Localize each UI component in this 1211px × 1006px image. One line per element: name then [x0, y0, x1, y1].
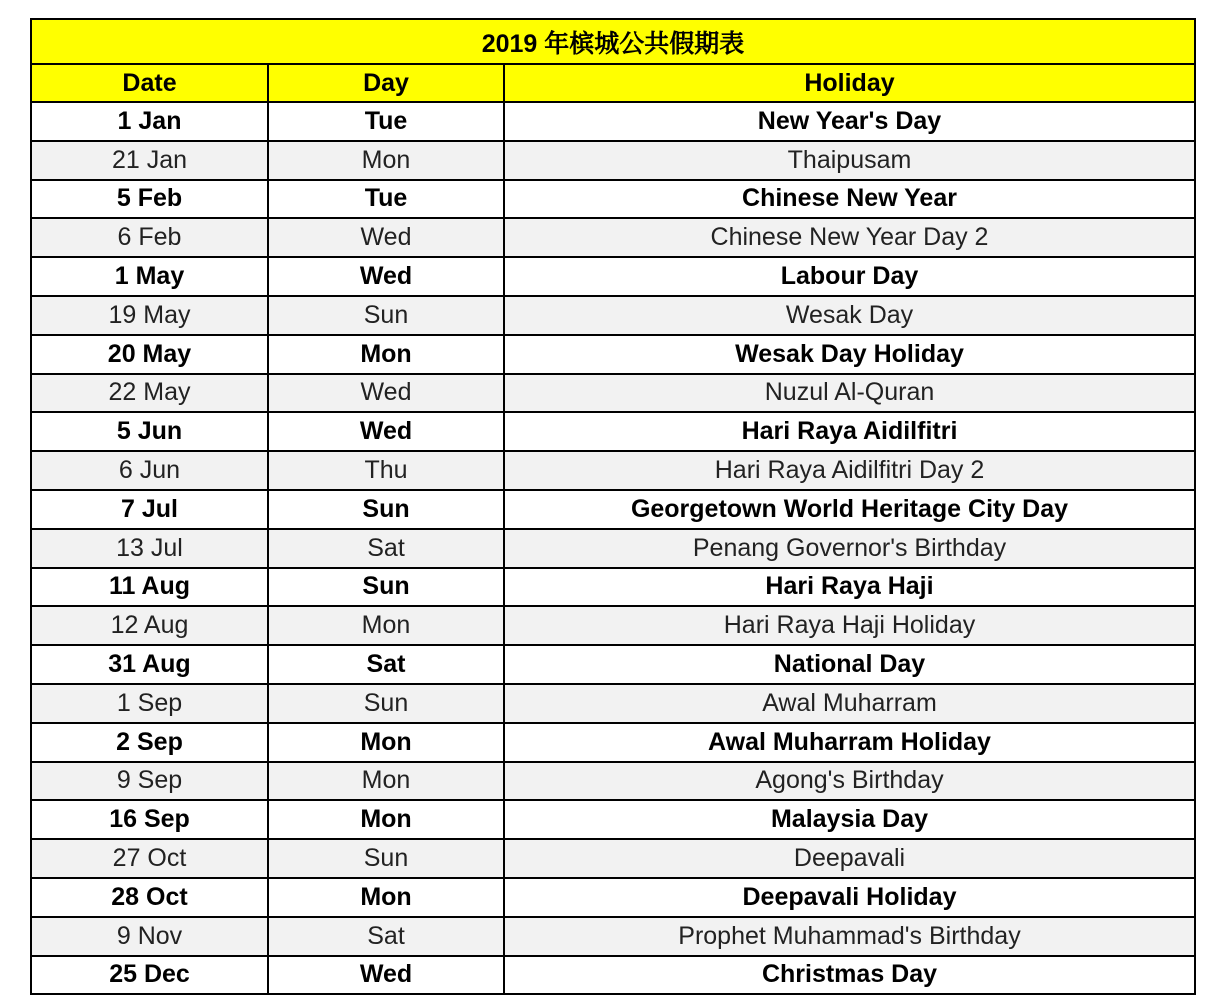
holiday-cell: Thaipusam — [504, 141, 1195, 180]
holiday-cell: Wesak Day — [504, 296, 1195, 335]
table-row — [31, 645, 1195, 684]
date-cell: 2 Sep — [31, 723, 268, 762]
holiday-cell: Chinese New Year Day 2 — [504, 218, 1195, 257]
header-day: Day — [268, 64, 504, 102]
date-cell: 9 Nov — [31, 917, 268, 956]
table-row — [31, 102, 1195, 141]
day-cell: Sun — [268, 490, 504, 529]
holiday-cell: Awal Muharram Holiday — [504, 723, 1195, 762]
date-cell: 6 Feb — [31, 218, 268, 257]
day-cell: Tue — [268, 180, 504, 219]
table-body — [31, 102, 1195, 994]
date-cell: 11 Aug — [31, 568, 268, 607]
header-row — [31, 64, 1195, 102]
table-row — [31, 180, 1195, 219]
date-cell: 19 May — [31, 296, 268, 335]
table-row — [31, 412, 1195, 451]
holiday-cell: Hari Raya Aidilfitri — [504, 412, 1195, 451]
table-row — [31, 762, 1195, 801]
holiday-cell: Agong's Birthday — [504, 762, 1195, 801]
date-cell: 5 Jun — [31, 412, 268, 451]
day-cell: Wed — [268, 956, 504, 995]
table-row — [31, 141, 1195, 180]
holiday-cell: Penang Governor's Birthday — [504, 529, 1195, 568]
date-cell: 31 Aug — [31, 645, 268, 684]
table-row — [31, 451, 1195, 490]
holiday-cell: Deepavali — [504, 839, 1195, 878]
day-cell: Wed — [268, 374, 504, 413]
date-cell: 7 Jul — [31, 490, 268, 529]
holiday-cell: Georgetown World Heritage City Day — [504, 490, 1195, 529]
date-cell: 6 Jun — [31, 451, 268, 490]
holiday-cell: Hari Raya Haji Holiday — [504, 606, 1195, 645]
day-cell: Sun — [268, 839, 504, 878]
date-cell: 16 Sep — [31, 800, 268, 839]
date-cell: 1 Sep — [31, 684, 268, 723]
table-row — [31, 568, 1195, 607]
holiday-table — [30, 18, 1196, 995]
day-cell: Mon — [268, 800, 504, 839]
table-row — [31, 296, 1195, 335]
table-row — [31, 529, 1195, 568]
header-date: Date — [31, 64, 268, 102]
date-cell: 21 Jan — [31, 141, 268, 180]
table-row — [31, 335, 1195, 374]
holiday-cell: Awal Muharram — [504, 684, 1195, 723]
table-title: 2019 年槟城公共假期表 — [31, 19, 1195, 64]
day-cell: Wed — [268, 257, 504, 296]
day-cell: Sun — [268, 684, 504, 723]
day-cell: Sat — [268, 529, 504, 568]
table-row — [31, 956, 1195, 995]
date-cell: 13 Jul — [31, 529, 268, 568]
holiday-cell: National Day — [504, 645, 1195, 684]
day-cell: Tue — [268, 102, 504, 141]
day-cell: Mon — [268, 606, 504, 645]
day-cell: Wed — [268, 218, 504, 257]
holiday-sheet — [30, 18, 1194, 995]
day-cell: Sat — [268, 645, 504, 684]
header-holiday: Holiday — [504, 64, 1195, 102]
date-cell: 25 Dec — [31, 956, 268, 995]
table-row — [31, 606, 1195, 645]
holiday-cell: Hari Raya Aidilfitri Day 2 — [504, 451, 1195, 490]
date-cell: 27 Oct — [31, 839, 268, 878]
holiday-cell: Malaysia Day — [504, 800, 1195, 839]
day-cell: Mon — [268, 723, 504, 762]
date-cell: 9 Sep — [31, 762, 268, 801]
holiday-cell: Prophet Muhammad's Birthday — [504, 917, 1195, 956]
holiday-cell: New Year's Day — [504, 102, 1195, 141]
table-row — [31, 218, 1195, 257]
table-row — [31, 684, 1195, 723]
date-cell: 28 Oct — [31, 878, 268, 917]
day-cell: Mon — [268, 878, 504, 917]
date-cell: 5 Feb — [31, 180, 268, 219]
holiday-cell: Chinese New Year — [504, 180, 1195, 219]
day-cell: Mon — [268, 335, 504, 374]
date-cell: 22 May — [31, 374, 268, 413]
day-cell: Wed — [268, 412, 504, 451]
day-cell: Sat — [268, 917, 504, 956]
table-row — [31, 723, 1195, 762]
day-cell: Sun — [268, 296, 504, 335]
day-cell: Sun — [268, 568, 504, 607]
date-cell: 1 Jan — [31, 102, 268, 141]
holiday-cell: Labour Day — [504, 257, 1195, 296]
holiday-cell: Hari Raya Haji — [504, 568, 1195, 607]
table-row — [31, 257, 1195, 296]
holiday-cell: Wesak Day Holiday — [504, 335, 1195, 374]
day-cell: Mon — [268, 141, 504, 180]
holiday-cell: Christmas Day — [504, 956, 1195, 995]
table-row — [31, 800, 1195, 839]
table-row — [31, 917, 1195, 956]
title-row — [31, 19, 1195, 64]
holiday-cell: Deepavali Holiday — [504, 878, 1195, 917]
date-cell: 20 May — [31, 335, 268, 374]
table-row — [31, 490, 1195, 529]
day-cell: Mon — [268, 762, 504, 801]
holiday-cell: Nuzul Al-Quran — [504, 374, 1195, 413]
date-cell: 1 May — [31, 257, 268, 296]
date-cell: 12 Aug — [31, 606, 268, 645]
table-row — [31, 839, 1195, 878]
table-row — [31, 374, 1195, 413]
day-cell: Thu — [268, 451, 504, 490]
table-row — [31, 878, 1195, 917]
